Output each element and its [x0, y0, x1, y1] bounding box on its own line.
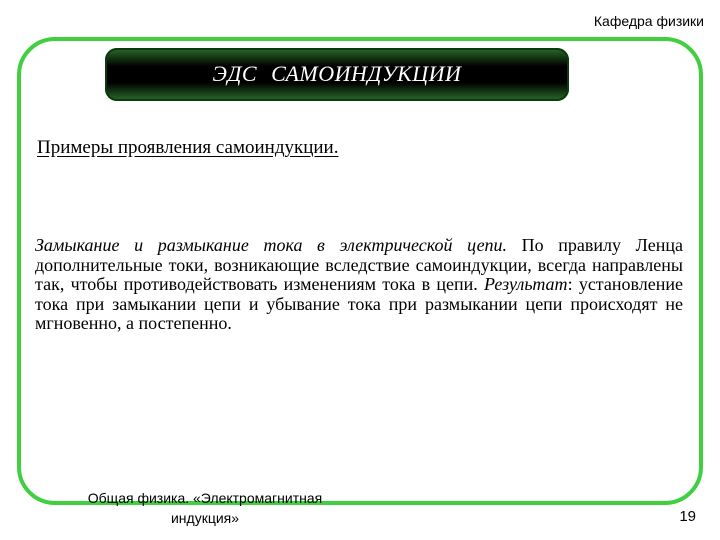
footer-course: [60, 488, 350, 528]
page-number: 19: [679, 508, 696, 525]
body-text-main: По правилу Ленца дополнительные токи, возникающие вследствие самоиндукции, всегда направлены так, чтобы противодействовать изменениям тока в цепи.: [35, 235, 683, 295]
slide-title: ЭДС САМОИНДУКЦИИ: [212, 61, 462, 86]
footer-line-2: индукция»: [170, 510, 240, 526]
slide-subtitle: Примеры проявления самоиндукции.: [37, 137, 339, 158]
footer-line-1: Общая физика. «Электромагнитная: [87, 490, 323, 506]
body-italic-lead: Замыкание и размыкание тока в электрической цепи.: [35, 235, 508, 255]
title-banner: [105, 48, 569, 101]
body-italic-result: Результат: [484, 274, 568, 295]
body-text-result: : установление тока при замыкании цепи и убывание тока при размыкании цепи происходят не мгновенно, а постепенно.: [35, 274, 683, 334]
body-paragraph: [35, 236, 683, 334]
department-label: Кафедра физики: [593, 13, 704, 29]
